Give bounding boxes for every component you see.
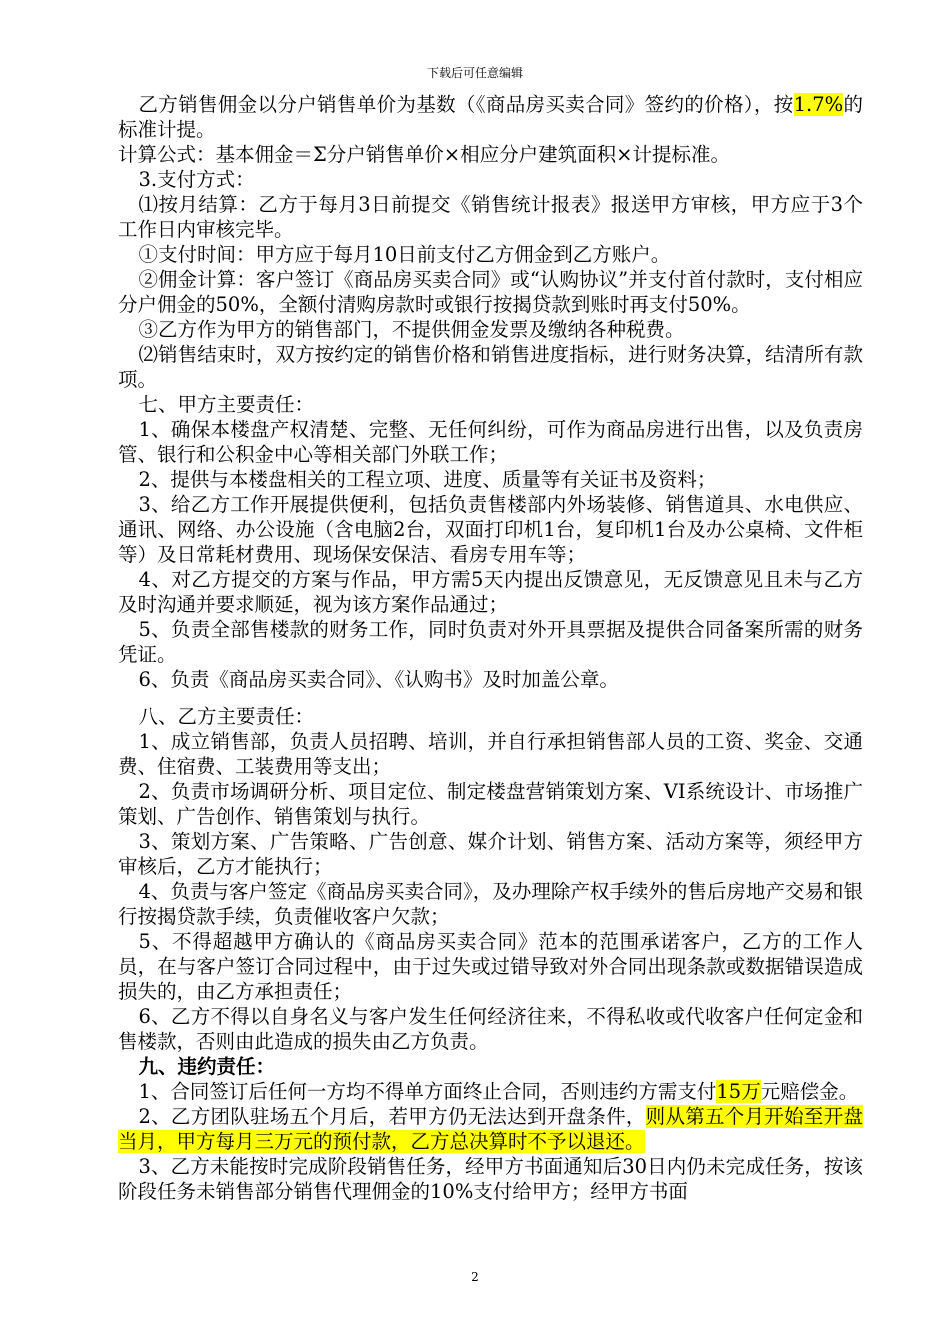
party-a-duty-item: 4、对乙方提交的方案与作品，甲方需5天内提出反馈意见，无反馈意见且未与乙方及时沟通并要求顺延，视为该方案作品通过； [118, 568, 863, 616]
final-settlement-clause: ⑵销售结束时，双方按约定的销售价格和销售进度指标，进行财务决算，结清所有款项。 [118, 343, 863, 391]
commission-text-b: 的标准计提。 [118, 93, 863, 141]
invoice-clause: ③乙方作为甲方的销售部门，不提供佣金发票及缴纳各种税费。 [138, 318, 685, 341]
commission-calc-clause: ②佣金计算：客户签订《商品房买卖合同》或“认购协议”并支付首付款时，支付相应分户佣金的50%，全额付清购房款时或银行按揭贷款到账时再支付50%。 [118, 268, 863, 316]
breach-item-3: 3、乙方未能按时完成阶段销售任务，经甲方书面通知后30日内仍未完成任务，按该阶段任务未销售部分销售代理佣金的10%支付给甲方；经甲方书面 [118, 1155, 863, 1203]
party-b-duty-item: 4、负责与客户签定《商品房买卖合同》，及办理除产权手续外的售后房地产交易和银行按揭贷款手续，负责催收客户欠款； [118, 880, 863, 928]
breach-amount-highlight: 15万 [716, 1080, 761, 1103]
commission-paragraph [118, 92, 863, 142]
commission-text-a: 乙方销售佣金以分户销售单价为基数（《商品房买卖合同》签约的价格），按 [138, 93, 794, 116]
party-a-duty-item: 6、负责《商品房买卖合同》、《认购书》及时加盖公章。 [138, 668, 619, 691]
monthly-settlement-clause: ⑴按月结算：乙方于每月3日前提交《销售统计报表》报送甲方审核，甲方应于3个工作日内审核完毕。 [118, 193, 863, 241]
breach-item-1 [118, 1079, 863, 1104]
party-b-duty-item: 3、策划方案、广告策略、广告创意、媒介计划、销售方案、活动方案等，须经甲方审核后，乙方才能执行； [118, 830, 863, 878]
breach-item-2-highlight: 则从第五个月开始至开盘当月，甲方每月三万元的预付款，乙方总决算时不予以退还。 [118, 1105, 863, 1153]
page-number: 2 [471, 1270, 479, 1284]
breach-item-1-text-b: 元赔偿金。 [760, 1080, 859, 1103]
party-a-duty-item: 3、给乙方工作开展提供便利，包括负责售楼部内外场装修、销售道具、水电供应、通讯、网络、办公设施（含电脑2台，双面打印机1台，复印机1台及办公桌椅、文件柜等）及日常耗材费用、现场保安保洁、看房专用车等； [118, 493, 863, 566]
breach-item-1-text-a: 1、合同签订后任何一方均不得单方面终止合同，否则违约方需支付 [138, 1080, 717, 1103]
party-b-duty-item: 6、乙方不得以自身名义与客户发生任何经济往来，不得私收或代收客户任何定金和售楼款，否则由此造成的损失由乙方负责。 [118, 1005, 863, 1053]
party-a-duty-item: 5、负责全部售楼款的财务工作，同时负责对外开具票据及提供合同备案所需的财务凭证。 [118, 618, 863, 666]
breach-liability-title: 九、违约责任： [138, 1055, 275, 1078]
payment-time-clause: ①支付时间：甲方应于每月10日前支付乙方佣金到乙方账户。 [138, 243, 671, 266]
contract-body [118, 92, 863, 1204]
party-b-duties-title: 八、乙方主要责任： [138, 705, 314, 728]
section-gap [118, 692, 863, 704]
payment-method-title: 3.支付方式： [138, 168, 255, 191]
party-a-duty-item: 2、提供与本楼盘相关的工程立项、进度、质量等有关证书及资料； [138, 468, 717, 491]
party-a-duties-title: 七、甲方主要责任： [138, 393, 314, 416]
page-header-note: 下载后可任意编辑 [426, 66, 523, 80]
breach-item-2 [118, 1104, 863, 1154]
breach-item-2-text-a: 2、乙方团队驻场五个月后，若甲方仍无法达到开盘条件， [138, 1105, 646, 1128]
party-b-duty-item: 1、成立销售部，负责人员招聘、培训，并自行承担销售部人员的工资、奖金、交通费、住宿费、工装费用等支出； [118, 730, 863, 778]
commission-rate-highlight: 1.7% [793, 93, 844, 116]
party-b-duty-item: 2、负责市场调研分析、项目定位、制定楼盘营销策划方案、VI系统设计、市场推广策划、广告创作、销售策划与执行。 [118, 780, 863, 828]
formula-line: 计算公式：基本佣金＝Σ分户销售单价×相应分户建筑面积×计提标准。 [118, 143, 730, 166]
party-a-duty-item: 1、确保本楼盘产权清楚、完整、无任何纠纷，可作为商品房进行出售，以及负责房管、银行和公积金中心等相关部门外联工作； [118, 418, 863, 466]
party-b-duty-item: 5、不得超越甲方确认的《商品房买卖合同》范本的范围承诺客户，乙方的工作人员，在与客户签订合同过程中，由于过失或过错导致对外合同出现条款或数据错误造成损失的，由乙方承担责任； [118, 930, 863, 1003]
